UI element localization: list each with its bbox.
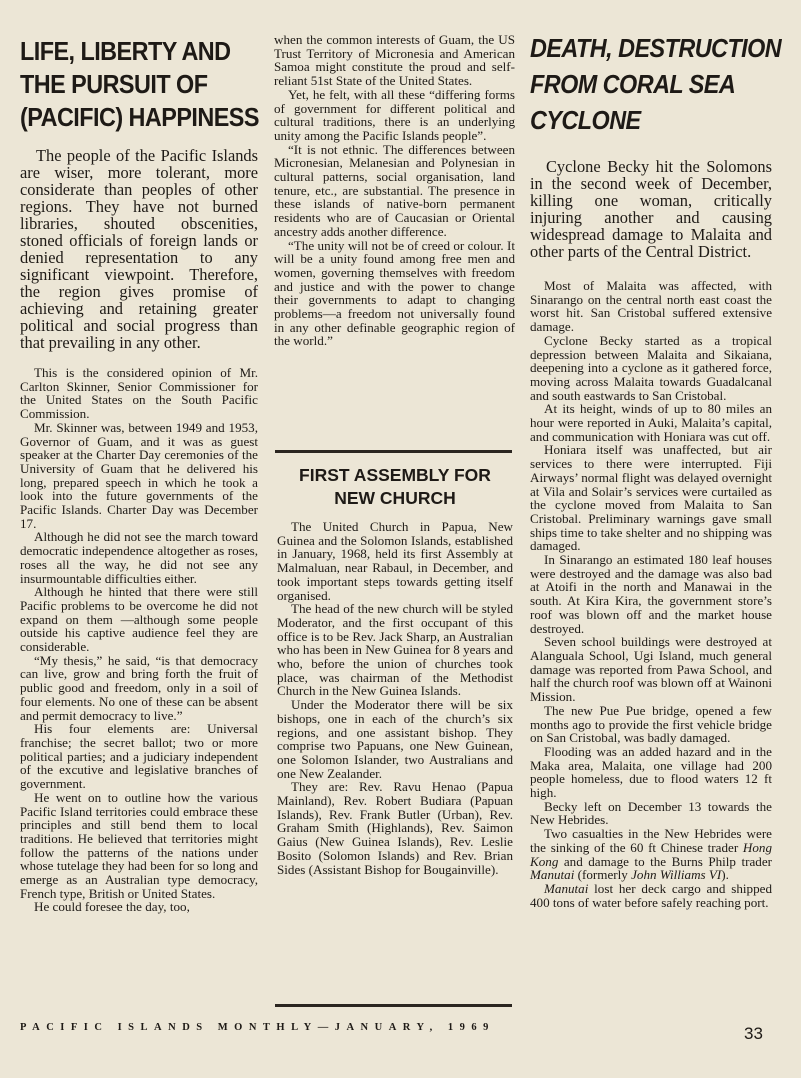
right-column [530, 0, 782, 910]
text-run: and damage to the Burns Philp trader [558, 853, 772, 869]
ship-name: Manutai [530, 867, 575, 883]
paragraph: Becky left on December 13 towards the New Hebrides. [530, 798, 772, 828]
headline-life-liberty [20, 35, 259, 134]
page-number: 33 [744, 1024, 763, 1043]
middle-column [274, 0, 515, 348]
assembly-body [277, 520, 513, 876]
paragraph: “It is not ethnic. The differences between Micronesian, Melanesian and Polynesian in cultural patterns, social organisation, land tenure, etc., are substantial. The presence in these islands of native-born permanent residents who are of Caucasian or Oriental ancestry adds another difference. [274, 141, 515, 239]
ship-name: John Williams VI [631, 867, 722, 883]
text-run: (formerly [574, 867, 632, 883]
paragraph: “My thesis,” he said, “is that democracy can live, grow and bring forth the fruit of public good and freedom, only in a soil of four elements. No one of these can be absent and permit democracy to live.” [20, 652, 258, 723]
paragraph: He could foresee the day, too, [34, 899, 190, 915]
paragraph: The new Pue Pue bridge, opened a few months ago to provide the first vehicle bridge on San Cristobal, was badly damaged. [530, 702, 772, 746]
paragraph: Cyclone Becky started as a tropical depression between Malaita and Sikaiana, deepening into a cyclone as it gathered force, moving across Malaita towards Guadalcanal and south eastwards to San Cristobal. [530, 332, 772, 403]
paragraph: when the common interests of Guam, the US Trust Territory of Micronesia and American Samoa might constitute the proud and self-reliant 51st State of the United States. [274, 32, 515, 89]
paragraph: Flooding was an added hazard and in the Maka area, Malaita, one village had 200 people homeless, due to flood waters 12 ft high. [530, 743, 772, 801]
paragraph: This is the considered opinion of Mr. Carlton Skinner, Senior Commissioner for the United States on the South Pacific Commission. [20, 365, 258, 422]
paragraph: They are: Rev. Ravu Henao (Papua Mainland), Rev. Robert Budiara (Papuan Islands), Rev. Frank Butler (Urban), Rev. Graham Smith (Highlands), Rev. Saimon Gaius (New Guinea Islands), Rev. Leslie Bosito (Solomon Islands) and Rev. Brian Sides (Assistant Bishop for Bougainville). [277, 779, 513, 877]
headline-line: THE PURSUIT OF [20, 69, 208, 99]
divider-rule [275, 1004, 512, 1007]
paragraph: “The unity will not be of creed or colour. It will be a unity found among free men and women, governing themselves with freedom and justice and with the power to change their governments to adapt to changing problems—a freedom not universally found in any other definable geographic region of the world.” [274, 237, 515, 349]
ship-name: Manutai [544, 880, 589, 896]
paragraph: His four elements are: Universal franchise; the secret ballot; two or more political parties; and a judiciary independent of the excutive and legislative branches of government. [20, 721, 258, 792]
lead-paragraph-right: Cyclone Becky hit the Solomons in the second week of December, killing one woman, critically injuring another and causing widespread damage to Malaita and other parts of the Central District. [530, 157, 772, 261]
paragraph: In Sinarango an estimated 180 leaf houses were destroyed and the damage was also bad at Atoifi in the north and Manawai in the south. At Kira Kira, the government store’s roof was blown off and the market house destroyed. [530, 552, 772, 636]
paragraph: Although he hinted that there were still Pacific problems to be overcome he did not expand on them —although some people outside his captive audience feel they are considerable. [20, 584, 258, 655]
headline-line: FROM CORAL SEA [530, 69, 736, 99]
paragraph: Most of Malaita was affected, with Sinarango on the central north east coast the worst hit. San Cristobal suffered extensive damage. [530, 278, 772, 335]
ship-name: Hong Kong [530, 839, 772, 869]
headline-line: CYCLONE [530, 105, 641, 135]
paragraph: The head of the new church will be styled Moderator, and the first occupant of this office is to be Rev. Jack Sharp, an Australian who has been in New Guinea for 8 years and who, before the union of churches took place, was chairman of the Methodist Church in the New Guinea Islands. [277, 601, 513, 699]
text-run: lost her deck cargo and shipped 400 tons of water before safely reaching port. [530, 880, 772, 910]
article-body-left [20, 366, 258, 914]
divider-rule [275, 450, 512, 453]
headline-line: LIFE, LIBERTY AND [20, 36, 231, 66]
article-body-continued [274, 33, 515, 348]
headline-line: DEATH, DESTRUCTION [530, 33, 782, 63]
lead-paragraph-left: The people of the Pacific Islands are wiser, more tolerant, more considerate than peoples of other regions. They have not burned libraries, shouted obscenities, stoned officials of foreign lands or denied representation to any significant viewpoint. Therefore, the region gives promise of achieving and retaining greater political and social progress than that prevailing in any other. [20, 146, 258, 352]
paragraph: Honiara itself was unaffected, but air services to there were interrupted. Fiji Airways’ normal flight was delayed overnight at Vila and Solair’s services were curtailed as the cyclone moved from Malaita to San Cristobal. Preliminary warnings gave small ships time to take shelter and no shipping was damaged. [530, 442, 772, 554]
paragraph: He went on to outline how the various Pacific Island territories could embrace these principles and still bend them to local traditions. He believed that territories might follow the patterns of the nations under whose tutelage they had been for so long and emerge as an Australian type democracy, French type, British or United States. [20, 789, 258, 901]
headline-line: (PACIFIC) HAPPINESS [20, 102, 259, 132]
headline-cyclone [530, 30, 782, 138]
left-column [20, 0, 258, 914]
paragraph-final [530, 882, 772, 909]
paragraph-casualties [530, 827, 772, 882]
text-run: Two casualties in the New Hebrides were the sinking of the 60 ft Chinese trader [530, 826, 772, 855]
paragraph: At its height, winds of up to 80 miles an hour were reported in Auki, Malaita’s capital, and communication with Honiara was cut off. [530, 401, 772, 444]
paragraph: Yet, he felt, with all these “differing forms of government for different political and cultural traditions, there is an underlying unity among the Pacific Islands people”. [274, 86, 515, 143]
paragraph: Mr. Skinner was, between 1949 and 1953, Governor of Guam, and it was as guest speaker at the Charter Day ceremonies of the University of Guam that he delivered his long, prepared speech in which he took a look into the future governments of the Pacific Islands. Charter Day was December 17. [20, 419, 258, 531]
paragraph: Seven school buildings were destroyed at Alanguala School, Ugi Island, much general damage was reported from Pawa School, and half the church roof was blown off at Wainoni Mission. [530, 634, 772, 705]
paragraph: Although he did not see the march toward democratic independence altogether as roses, roses all the way, he did not see any insurmountable difficulties either. [20, 529, 258, 586]
text-run: ). [721, 867, 729, 883]
article-first-assembly [277, 464, 513, 876]
footer-masthead: PACIFIC ISLANDS MONTHLY—JANUARY, 1969 [20, 1022, 495, 1033]
headline-line: NEW CHURCH [334, 488, 456, 508]
headline-first-assembly [277, 464, 513, 510]
article-body-right [530, 279, 772, 909]
paragraph: Under the Moderator there will be six bishops, one in each of the church’s six regions, and one assistant bishop. They comprise two Papuans, one New Guinean, one Solomon Islander, two Australians and one New Zealander. [277, 697, 513, 781]
paragraph: The United Church in Papua, New Guinea and the Solomon Islands, established in January, 1968, held its first Assembly at Malmaluan, near Rabaul, in December, and took important steps towards getting itself organised. [277, 519, 513, 603]
headline-line: FIRST ASSEMBLY FOR [299, 465, 491, 485]
